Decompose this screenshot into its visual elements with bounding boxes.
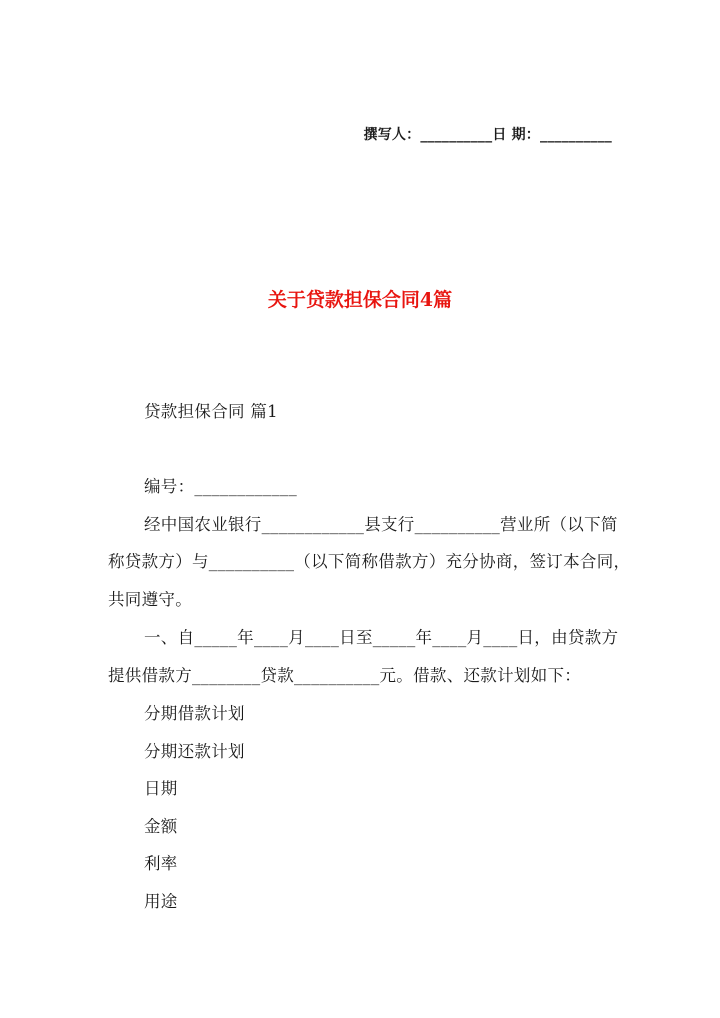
- clause-1-line-2: 提供借款方________贷款__________元。借款、还款计划如下：: [108, 666, 582, 685]
- document-title: 关于贷款担保合同4篇: [267, 289, 453, 311]
- list-item: 利率: [144, 854, 178, 873]
- paragraph-1-line-1: 经中国农业银行____________县支行__________营业所（以下简: [144, 515, 618, 534]
- list-item: 金额: [144, 817, 178, 836]
- section-heading: 贷款担保合同 篇1: [144, 402, 278, 421]
- author-date-line: 撰写人：__________日 期：__________: [363, 127, 612, 143]
- list-item: 用途: [144, 892, 178, 911]
- list-item: 分期借款计划: [144, 704, 245, 723]
- list-item: 分期还款计划: [144, 742, 245, 761]
- paragraph-1-line-2: 称贷款方）与__________（以下简称借款方）充分协商，签订本合同，: [108, 552, 631, 571]
- clause-1-line-1: 一、自_____年____月____日至_____年____月____日，由贷款方: [144, 628, 619, 647]
- contract-number-line: 编号：____________: [144, 477, 297, 496]
- paragraph-1-line-3: 共同遵守。: [108, 590, 192, 609]
- list-item: 日期: [144, 779, 178, 798]
